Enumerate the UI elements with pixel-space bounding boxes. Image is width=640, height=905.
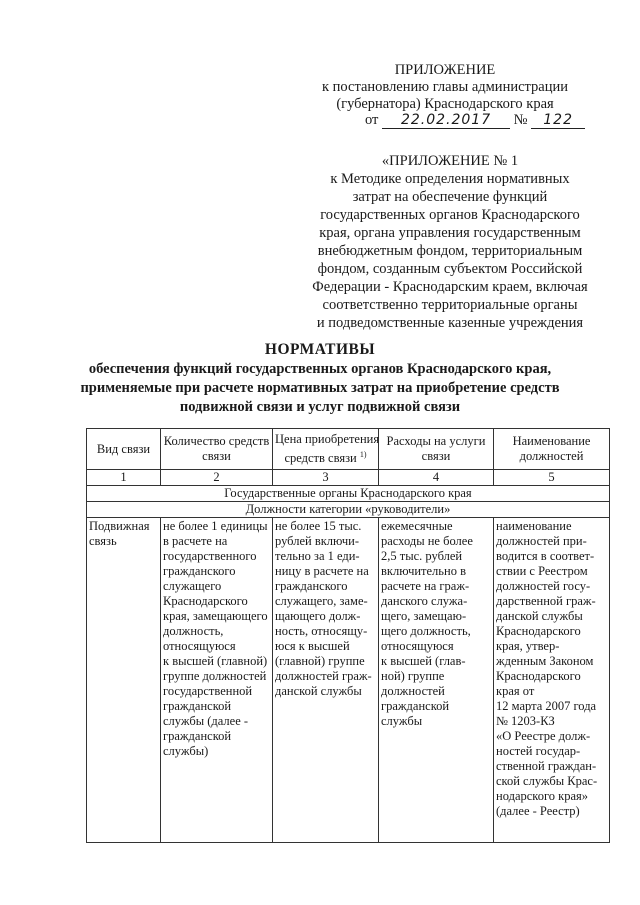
appendix2-line: «ПРИЛОЖЕНИЕ № 1 [381,153,519,169]
table-cell-service-costs: ежемесячные расходы не более 2,5 тыс. рублей включительно в расчете на граж- данского служа- щего, замещаю- щего должность, относящуюся к высшей (глав- ной) группе должностей гражданской службы [379,518,494,843]
appendix2-line: затрат на обеспечение функций [352,189,548,205]
title-main: НОРМАТИВЫ [264,341,376,358]
appendix-header [300,62,590,113]
section-heading: Государственные органы Краснодарского края [87,486,610,502]
appendix2-line: к Методике определения нормативных [330,171,570,187]
column-number: 5 [494,470,610,486]
section-row [87,486,610,502]
handwritten-date: 22.02.2017 [382,112,510,129]
category-row [87,502,610,518]
table-header-row [87,429,610,470]
appendix2-line: соответственно территориальные органы [322,297,578,313]
column-number: 1 [87,470,161,486]
header-cell: Наименование должностей [494,429,610,470]
header-cell: Количество средств связи [161,429,273,470]
category-heading: Должности категории «руководители» [87,502,610,518]
number-prefix: № [513,112,528,128]
table-cell-price: не более 15 тыс. рублей включи- тельно за 1 еди- ницу в расчете на гражданского служащего, заме- щающего долж- ность, относящу- юся к высшей (главной) группе должностей граж- данской службы [273,518,379,843]
table-row [87,518,610,843]
appendix-line: к постановлению главы администрации [321,79,569,95]
column-number: 3 [273,470,379,486]
norms-table [86,428,610,843]
appendix-line: ПРИЛОЖЕНИЕ [394,62,496,78]
appendix2-line: и подведомственные казенные учреждения [316,315,584,331]
appendix2-line: края, органа управления государственным [319,225,581,241]
table-cell-positions: наименование должностей при- водится в соответ- ствии с Реестром должностей госу- дарственной граж- данской службы Краснодарского края, утвер- жденным Законом Краснодарского края от 12 марта 2007 года № 1203-КЗ «О Реестре долж- ностей государ- ственной граждан- ской службы Крас- нодарского края» (далее - Реестр) [494,518,610,843]
header-cell: Цена приобретения средств связи $^{1)}$ [273,429,379,470]
header-cell: Расходы на услуги связи [379,429,494,470]
column-number: 2 [161,470,273,486]
title-subline: обеспечения функций государственных органов Краснодарского края, [88,361,552,377]
appendix-line: (губернатора) Краснодарского края [336,96,554,112]
methodology-appendix-header [300,152,600,332]
document-title [60,340,580,417]
table-cell-quantity: не более 1 единицы в расчете на государственного гражданского служащего Краснодарского края, замещающего должность, относящуюся к высшей (главной) группе должностей государственной гражданской службы (далее - гражданской службы) [161,518,273,843]
title-subline: применяемые при расчете нормативных затрат на приобретение средств [80,380,560,396]
date-prefix: от [365,112,379,128]
header-cell: Вид связи [87,429,161,470]
title-subline: подвижной связи и услуг подвижной связи [179,399,461,415]
appendix2-line: внебюджетным фондом, территориальным [317,243,583,259]
appendix2-line: фондом, созданным субъектом Российской [317,261,583,277]
column-number-row [87,470,610,486]
table-cell-connection-type: Подвижная связь [87,518,161,843]
appendix2-line: Федерации - Краснодарским краем, включая [312,279,588,295]
footnote-marker: 1) [359,449,367,459]
column-number: 4 [379,470,494,486]
handwritten-number: 122 [531,112,585,129]
date-number-line [365,112,585,129]
appendix2-line: государственных органов Краснодарского [320,207,580,223]
